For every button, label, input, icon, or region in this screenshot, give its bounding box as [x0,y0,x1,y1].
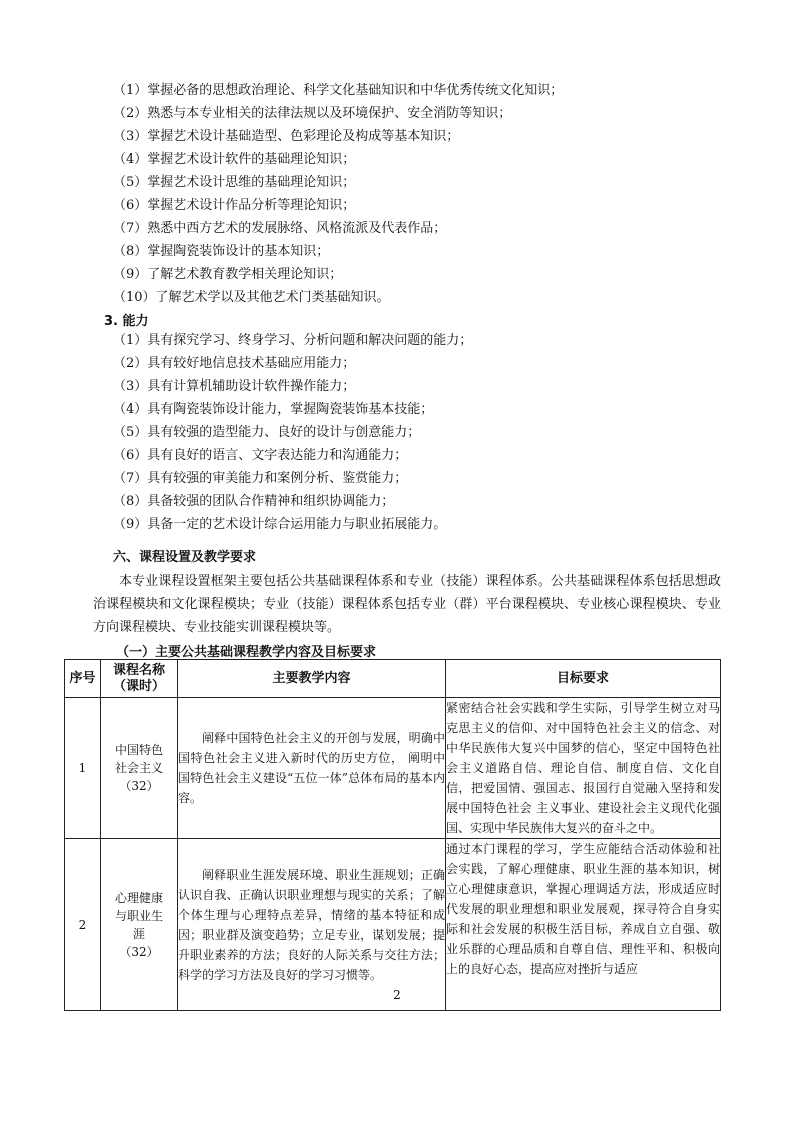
section-paragraph: 本专业课程设置框架主要包括公共基础课程体系和专业（技能）课程体系。公共基础课程体系包括思想政治课程模块和文化课程模块；专业（技能）课程体系包括专业（群）平台课程模块、专业核心课程模块、专业方向课程模块、专业技能实训课程模块等。 [93,574,721,635]
course-table [64,659,721,1011]
ability-item: （4）具有陶瓷装饰设计能力，掌握陶瓷装饰基本技能； [113,402,434,417]
course-name [101,698,178,839]
table-header-row [65,660,721,698]
course-content: 阐释职业生涯发展环境、职业生涯规划；正确认识自我、正确认识职业理想与现实的关系；了解个体生理与心理特点差异，情绪的基本特征和成因；职业群及演变趋势；立足专业，谋划发展；提升职业素养的方法；良好的人际关系与交往方法；科学的学习方法及良好的学习习惯等。 [178,839,446,1011]
table-title: （一）主要公共基础课程教学内容及目标要求 [116,645,377,660]
ability-item: （1）具有探究学习、终身学习、分析问题和解决问题的能力； [113,333,473,348]
row-num: 1 [65,698,101,839]
knowledge-item: （6）掌握艺术设计作品分析等理论知识； [113,198,356,213]
header-target: 目标要求 [446,660,721,698]
knowledge-item: （5）掌握艺术设计思维的基础理论知识； [113,175,356,190]
course-content: 阐释中国特色社会主义的开创与发展，明确中国特色社会主义进入新时代的历史方位， 阐明中国特色社会主义建设“五位一体”总体布局的基本内容。 [178,698,446,839]
ability-item: （8）具备较强的团队合作精神和组织协调能力； [113,494,395,509]
course-target [446,839,721,1011]
course-name-line: 心理健康 [114,890,163,905]
section-title: 六、课程设置及教学要求 [113,550,257,565]
course-name-line: 社会主义 [114,761,163,775]
header-name [101,660,178,698]
knowledge-item: （10）了解艺术学以及其他艺术门类基础知识。 [113,290,390,305]
ability-item: （2）具有较好地信息技术基础应用能力； [113,356,356,371]
table-row [65,698,721,839]
ability-item: （6）具有良好的语言、文字表达能力和沟通能力； [113,448,408,463]
knowledge-item: （8）掌握陶瓷装饰设计的基本知识； [113,244,330,259]
knowledge-item: （2）熟悉与本专业相关的法律法规以及环境保护、安全消防等知识； [113,106,512,121]
knowledge-item: （9）了解艺术教育教学相关理论知识； [113,267,343,282]
row-num: 2 [65,839,101,1011]
ability-item: （5）具有较强的造型能力、良好的设计与创意能力； [113,425,421,440]
course-name-line: 中国特色 [114,743,163,757]
course-target: 紧密结合社会实践和学生实际，引导学生树立对马克思主义的信仰、对中国特色社会主义的信念、对中华民族伟大复兴中国梦的信心，坚定中国特色社会主义道路自信、理论自信、制度自信、文化自信，把爱国情、强国志、报国行自觉融入坚持和发展中国特色社会 主义事业、建设社会主义现代化强国、实现中华民族伟大复兴的奋斗之中。 [446,698,721,839]
knowledge-item: （4）掌握艺术设计软件的基础理论知识； [113,152,356,167]
page-number: 2 [393,988,401,1002]
ability-heading: 3. 能力 [104,314,149,329]
course-name-line: 涯 [132,926,145,941]
knowledge-item: （1）掌握必备的思想政治理论、科学文化基础知识和中华优秀传统文化知识； [113,83,564,98]
knowledge-item: （3）掌握艺术设计基础造型、色彩理论及构成等基本知识； [113,129,460,144]
header-num: 序号 [65,660,101,698]
ability-item: （3）具有计算机辅助设计软件操作能力； [113,379,356,394]
course-hours: （32） [119,779,159,793]
course-hours: （32） [119,944,159,959]
course-name-line: 与职业生 [114,908,163,923]
header-name-line2: （课时） [112,678,165,694]
header-name-line1: 课程名称 [112,662,165,678]
table-row [65,839,721,1011]
course-name [101,839,178,1011]
knowledge-item: （7）熟悉中西方艺术的发展脉络、风格流派及代表作品； [113,221,447,236]
ability-item: （9）具备一定的艺术设计综合运用能力与职业拓展能力。 [113,517,447,532]
ability-item: （7）具有较强的审美能力和案例分析、鉴赏能力； [113,471,408,486]
course-target-text: 通过本门课程的学习，学生应能结合活动体验和社会实践，了解心理健康、职业生涯的基本知识，树立心理健康意识，掌握心理调适方法，形成适应时代发展的职业理想和职业发展观，探寻符合自身实际和社会发展的积极生活目标，养成自立自强、敬业乐群的心理品质和自尊自信、理性平和、积极向上的良好心态，提高应对挫折与适应 [446,842,720,976]
header-content: 主要教学内容 [178,660,446,698]
